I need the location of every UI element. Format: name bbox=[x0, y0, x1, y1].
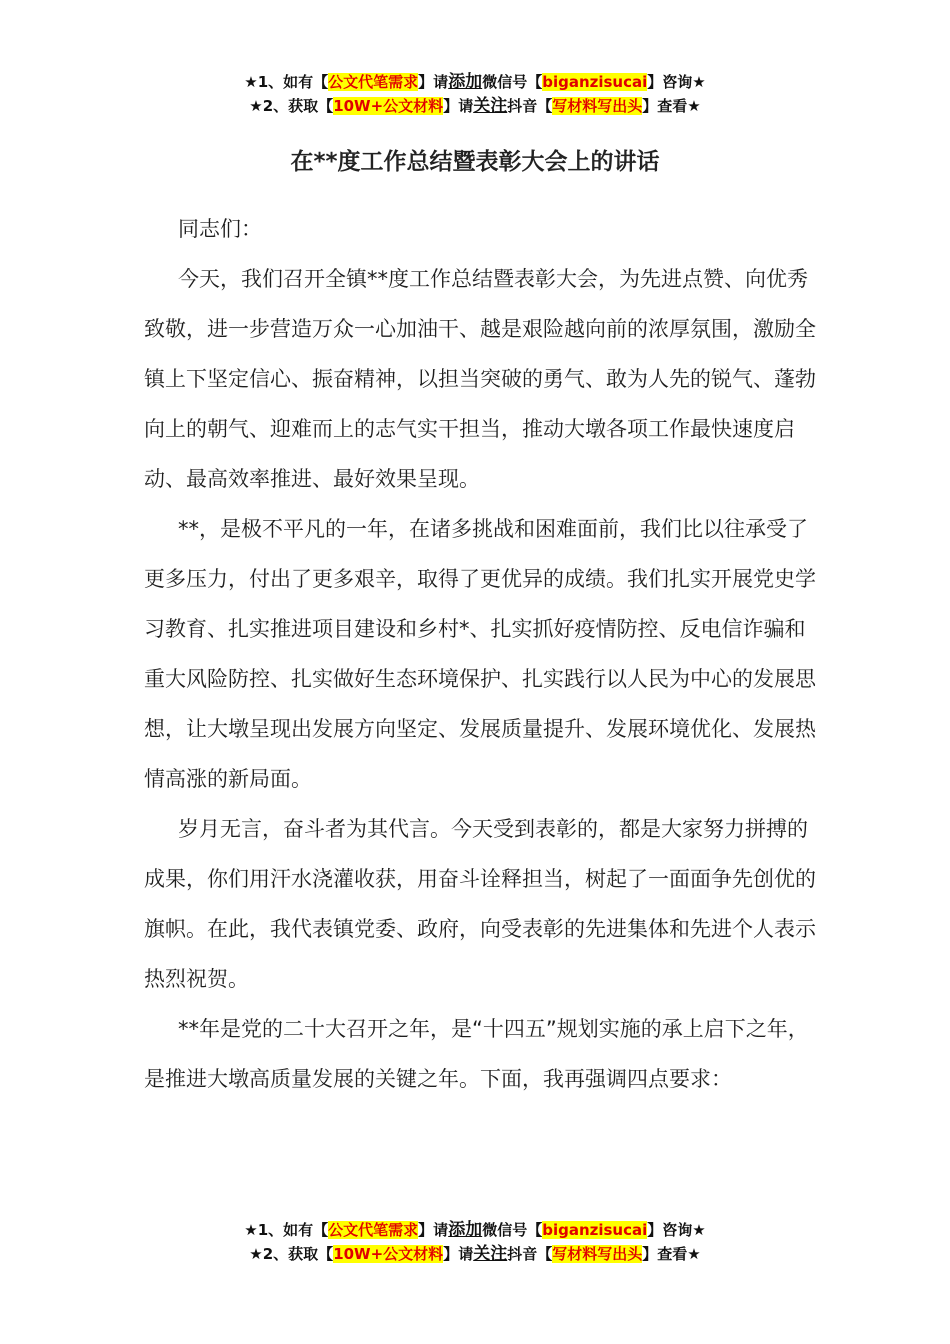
paragraph-salutation: 同志们： bbox=[178, 217, 262, 241]
banner-highlight: 公文代笔需求 bbox=[328, 73, 419, 91]
banner-text: 】咨询★ bbox=[647, 1221, 706, 1239]
banner-text: 抖音【 bbox=[507, 1245, 553, 1263]
paragraph: 今天，我们召开全镇**度工作总结暨表彰大会，为先进点赞、向优秀致敬，进一步营造万众一心加油干、越是艰险越向前的浓厚氛围，激励全镇上下坚定信心、振奋精神，以担当突破的勇气、敢为人先的锐气、蓬勃向上的朝气、迎难而上的志气实干担当，推动大墩各项工作最快速度启动、最高效率推进、最好效果呈现。 bbox=[144, 267, 816, 491]
banner-highlight: 公文代笔需求 bbox=[328, 1221, 419, 1239]
banner-text: ★2、获取【 bbox=[249, 1245, 334, 1263]
banner-highlight: 10W+公文材料 bbox=[333, 97, 444, 115]
banner-text: ★2、获取【 bbox=[249, 97, 334, 115]
header-banner bbox=[0, 70, 950, 118]
banner-highlight: 写材料写出头 bbox=[552, 97, 643, 115]
banner-text: 】请 bbox=[443, 1245, 474, 1263]
banner-underline: 添加 bbox=[448, 1220, 483, 1240]
banner-text: 】请 bbox=[418, 1221, 449, 1239]
banner-text: 】请 bbox=[418, 73, 449, 91]
banner-text: 抖音【 bbox=[507, 97, 553, 115]
banner-highlight: 10W+公文材料 bbox=[333, 1245, 444, 1263]
banner-highlight: biganzisucai bbox=[542, 73, 648, 91]
banner-text: 】查看★ bbox=[642, 1245, 701, 1263]
paragraph: **，是极不平凡的一年，在诸多挑战和困难面前，我们比以往承受了更多压力，付出了更多艰辛，取得了更优异的成绩。我们扎实开展党史学习教育、扎实推进项目建设和乡村*、扎实抓好疫情防控、反电信诈骗和重大风险防控、扎实做好生态环境保护、扎实践行以人民为中心的发展思想，让大墩呈现出发展方向坚定、发展质量提升、发展环境优化、发展热情高涨的新局面。 bbox=[144, 517, 816, 791]
banner-text: ★1、如有【 bbox=[244, 73, 329, 91]
paragraph: 岁月无言，奋斗者为其代言。今天受到表彰的，都是大家努力拼搏的成果，你们用汗水浇灌收获，用奋斗诠释担当，树起了一面面争先创优的旗帜。在此，我代表镇党委、政府，向受表彰的先进集体和先进个人表示热烈祝贺。 bbox=[144, 817, 816, 991]
document-title: 在**度工作总结暨表彰大会上的讲话 bbox=[290, 149, 660, 175]
banner-text: 微信号【 bbox=[482, 73, 543, 91]
banner-line-1 bbox=[0, 70, 950, 94]
banner-text: 微信号【 bbox=[482, 1221, 543, 1239]
document-body bbox=[144, 204, 816, 1104]
banner-highlight: 写材料写出头 bbox=[552, 1245, 643, 1263]
footer-banner bbox=[0, 1218, 950, 1266]
banner-underline: 关注 bbox=[473, 96, 508, 116]
banner-highlight: biganzisucai bbox=[542, 1221, 648, 1239]
banner-line-1 bbox=[0, 1218, 950, 1242]
banner-line-2 bbox=[0, 1242, 950, 1266]
banner-text: ★1、如有【 bbox=[244, 1221, 329, 1239]
banner-text: 】请 bbox=[443, 97, 474, 115]
banner-text: 】咨询★ bbox=[647, 73, 706, 91]
banner-text: 】查看★ bbox=[642, 97, 701, 115]
banner-line-2 bbox=[0, 94, 950, 118]
banner-underline: 关注 bbox=[473, 1244, 508, 1264]
banner-underline: 添加 bbox=[448, 72, 483, 92]
paragraph: **年是党的二十大召开之年，是“十四五”规划实施的承上启下之年，是推进大墩高质量发展的关键之年。下面，我再强调四点要求： bbox=[144, 1017, 809, 1091]
